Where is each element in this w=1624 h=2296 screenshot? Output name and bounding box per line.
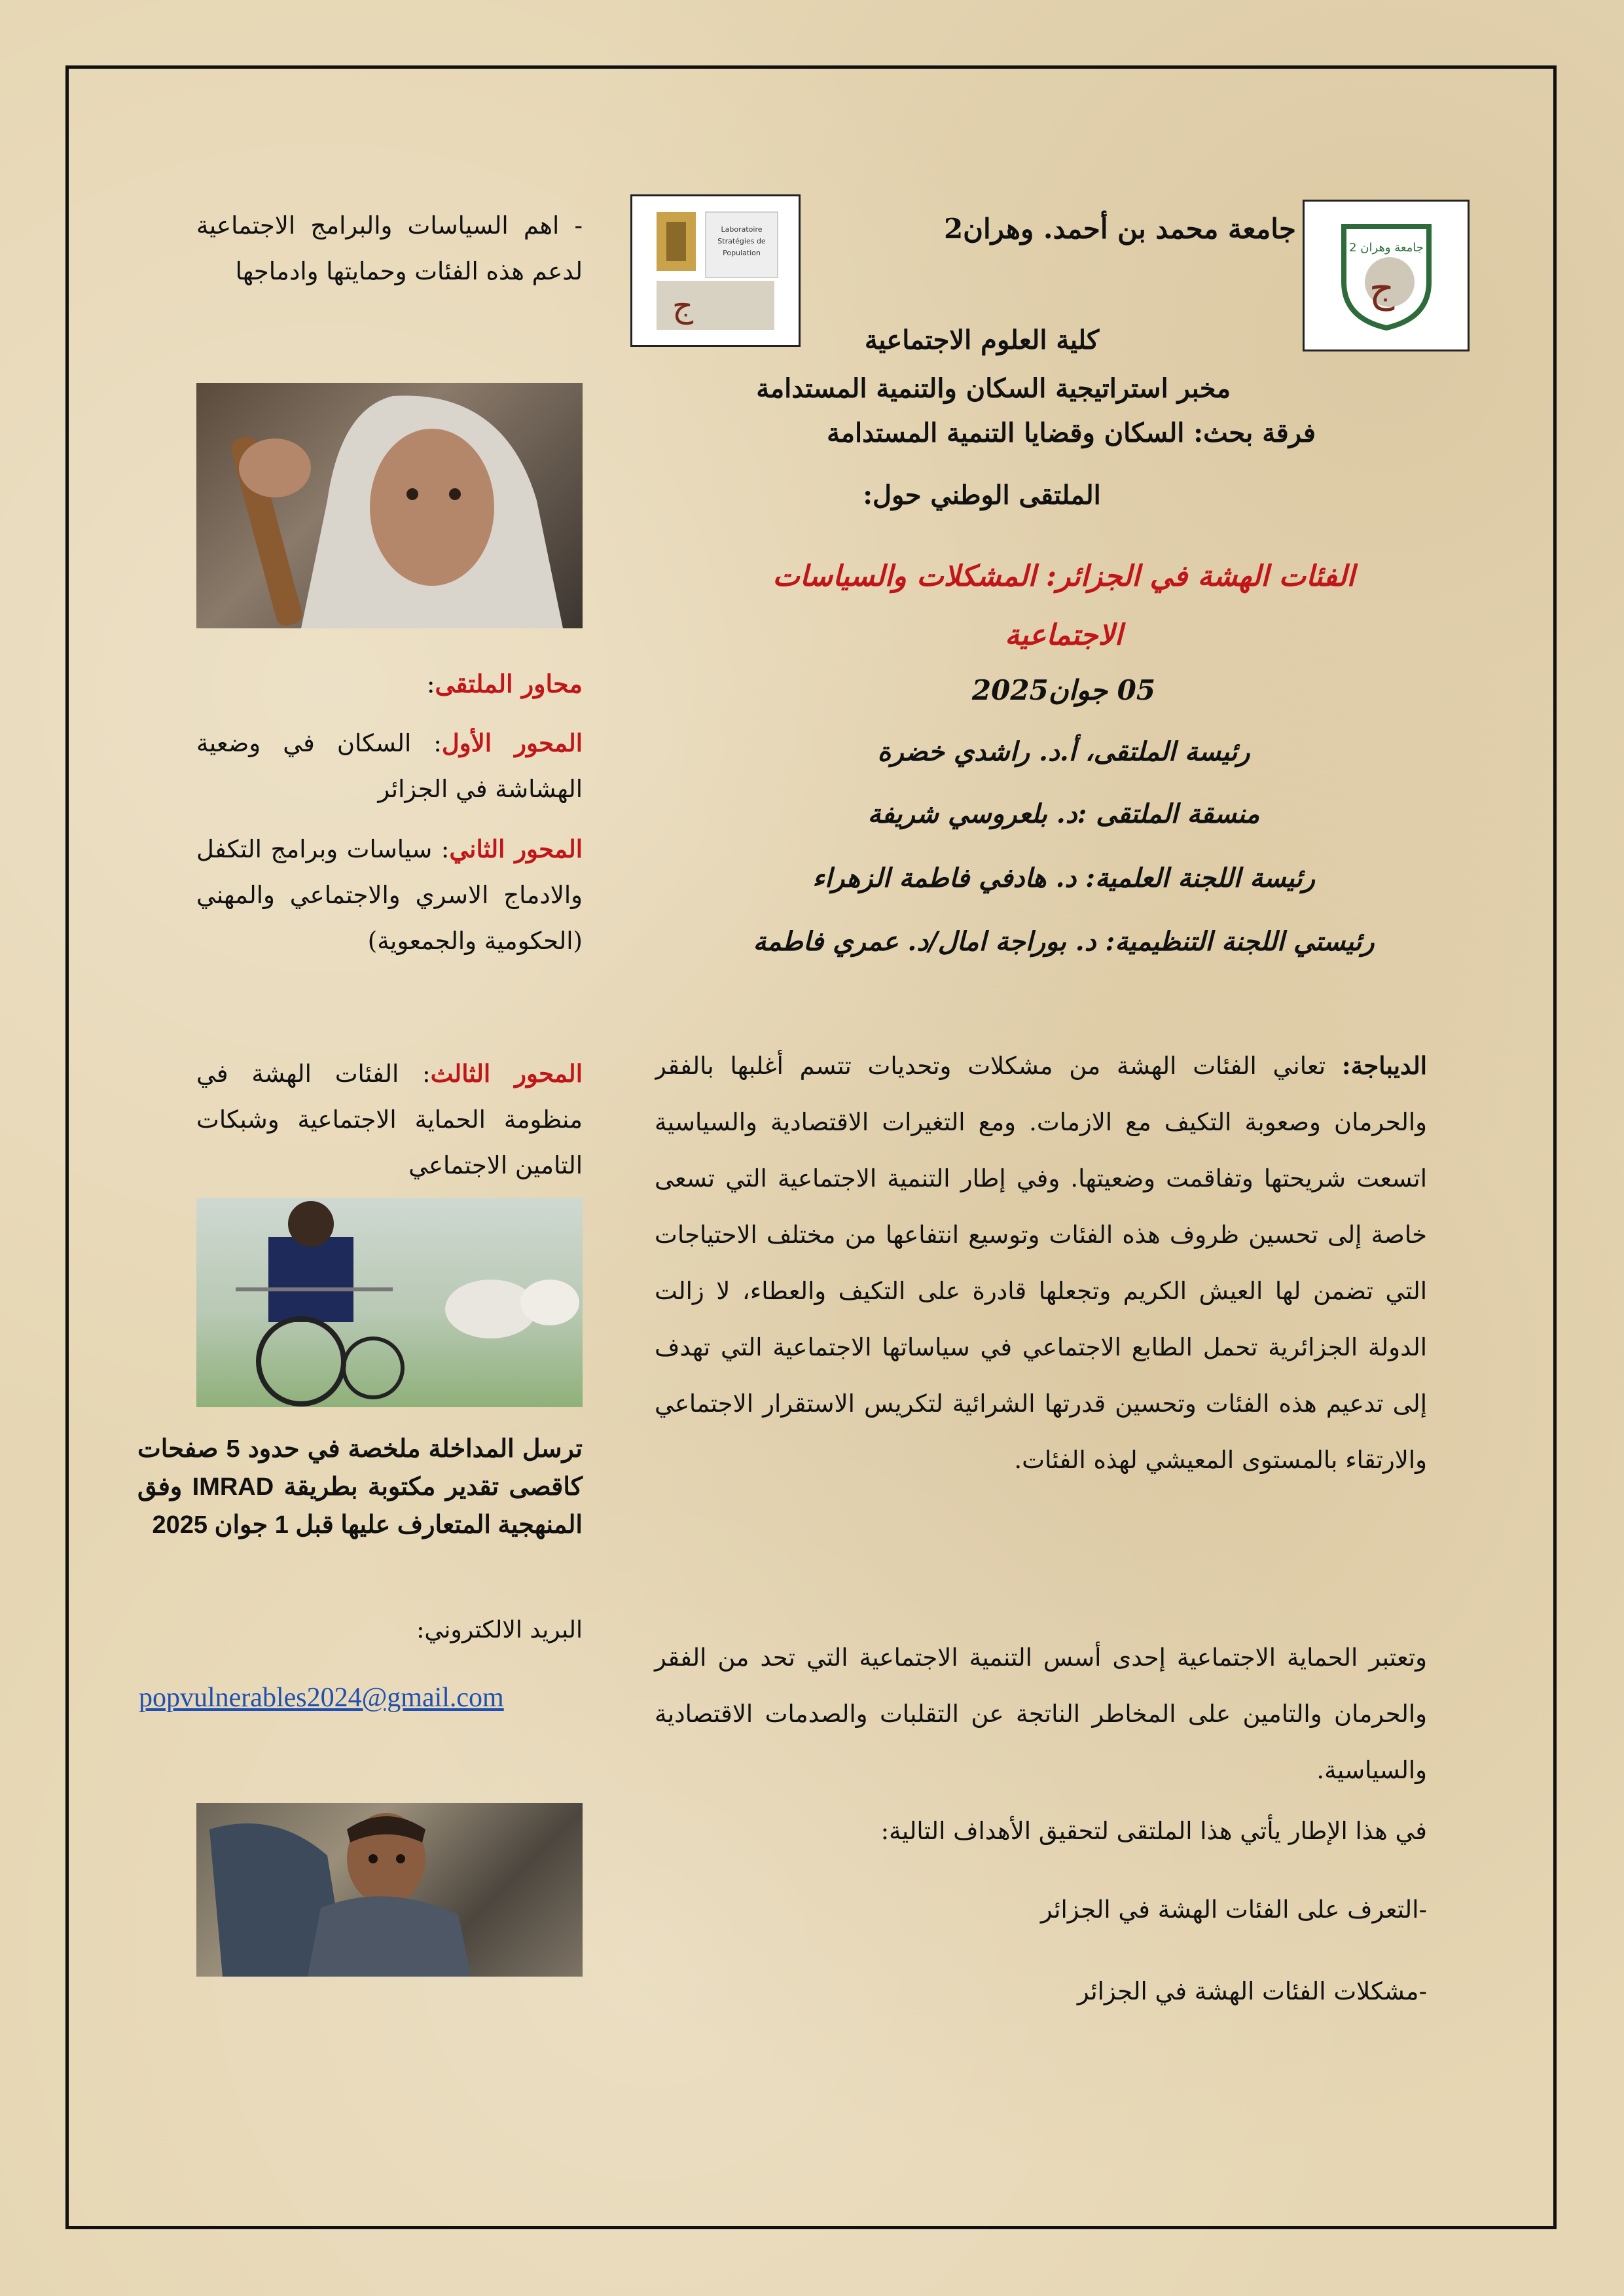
axis-3-text: : الفئات الهشة في منظومة الحماية الاجتماعية وشبكات التامين الاجتماعي <box>196 1060 583 1179</box>
submission-note: ترسل المداخلة ملخصة في حدود 5 صفحات كاقصى تقدير مكتوبة بطريقة IMRAD وفق المنهجية المتعارف عليها قبل 1 جوان 2025 <box>137 1435 583 1539</box>
axis-3-label: المحور الثالث <box>430 1059 583 1088</box>
axis-2-label: المحور الثاني <box>449 834 583 863</box>
research-team: فرقة بحث: السكان وقضايا التنمية المستدامة <box>827 418 1316 448</box>
objective-1: -التعرف على الفئات الهشة في الجزائر <box>1040 1895 1427 1924</box>
preamble-paragraph <box>655 1037 1427 1640</box>
axis-3 <box>196 1050 583 1196</box>
email-label: البريد الالكتروني: <box>416 1617 583 1643</box>
shield-logo-icon <box>1337 220 1435 331</box>
axis-2-text: : سياسات وبرامج التكفل والادماج الاسري والاجتماعي والمهني (الحكومية والجمعوية) <box>196 835 583 955</box>
elderly-woman-photo <box>196 383 583 628</box>
preamble-label: الديباجة: <box>1341 1051 1427 1080</box>
organizing-committee: رئيستي اللجنة التنظيمية: د. بوراجة امال/د. عمري فاطمة <box>753 926 1375 957</box>
svg-text:Stratégies de: Stratégies de <box>717 236 766 245</box>
axis-1-text: : السكان في وضعية الهشاشة في الجزائر <box>196 729 583 803</box>
preamble-text: تعاني الفئات الهشة من مشكلات وتحديات تتسم أغلبها بالفقر والحرمان وصعوبة التكيف مع الازمات. ومع التغيرات الاقتصادية والسياسية اتسعت شريحتها وتفاقمت وضعيتها. وفي إطار التنمية الاجتماعية التي تسعى خاصة إلى تحسين ظروف هذه الفئات وتوسيع انتفاعها من مختلف الاحتياجات التي تضمن لها العيش الكريم وتجعلها قادرة على التكيف والعطاء، لا زالت الدولة الجزائرية تحمل الطابع الاجتماعي في سياساتها الاجتماعية التي تهدف إلى تدعيم هذه الفئات وتحسين قدرتها الشرائية لتكريس الاستقرار الاجتماعي والارتقاء بالمستوى المعيشي لهذه الفئات. <box>655 1052 1427 1474</box>
protection-paragraph: وتعتبر الحماية الاجتماعية إحدى أسس التنمية الاجتماعية التي تحد من الفقر والحرمان والتامين على المخاطر الناتجة عن التقلبات والصدمات الاقتصادية والسياسية. <box>655 1643 1427 1784</box>
lab-logo-icon <box>643 206 787 336</box>
svg-text:جامعة وهران 2: جامعة وهران 2 <box>1348 241 1424 255</box>
axis-2 <box>196 826 583 964</box>
event-intro: الملتقى الوطني حول: <box>863 480 1101 511</box>
svg-text:Laboratoire: Laboratoire <box>721 224 763 234</box>
scientific-committee: رئيسة اللجنة العلمية: د. هادفي فاطمة الزهراء <box>812 863 1315 893</box>
axes-title <box>196 661 583 707</box>
event-title-line1: الفئات الهشة في الجزائر: المشكلات والسياسات <box>772 560 1355 593</box>
lab-name: مخبر استراتيجية السكان والتنمية المستدامة <box>756 373 1231 404</box>
svg-text:Population: Population <box>723 248 761 257</box>
axis-1-label: المحور الأول <box>441 728 583 757</box>
university-logo <box>1303 200 1470 351</box>
axes-title-colon: : <box>426 670 435 698</box>
svg-text:ج: ج <box>1369 266 1394 312</box>
event-title-line2: الاجتماعية <box>1005 619 1123 652</box>
university-name: جامعة محمد بن أحمد. وهران2 <box>943 213 1296 245</box>
wheelchair-photo <box>196 1198 583 1407</box>
email-link[interactable]: popvulnerables2024@gmail.com <box>139 1683 504 1713</box>
svg-text:ج: ج <box>672 286 694 325</box>
event-date: 05 جوان2025 <box>971 674 1156 706</box>
axis-1 <box>196 720 583 812</box>
president: رئيسة الملتقى، أ.د. راشدي خضرة <box>877 736 1250 767</box>
policies-text: - اهم السياسات والبرامج الاجتماعية لدعم هذه الفئات وحمايتها وادماجها <box>196 211 583 285</box>
axes-title-label: محاور الملتقى <box>435 669 583 698</box>
faculty-name: كلية العلوم الاجتماعية <box>864 325 1100 355</box>
objective-2: -مشكلات الفئات الهشة في الجزائر <box>1077 1977 1427 2005</box>
objectives-intro: في هذا الإطار يأتي هذا الملتقى لتحقيق الأهداف التالية: <box>880 1817 1427 1845</box>
child-photo <box>196 1803 583 1977</box>
coordinator: منسقة الملتقى :د. بلعروسي شريفة <box>867 798 1260 829</box>
